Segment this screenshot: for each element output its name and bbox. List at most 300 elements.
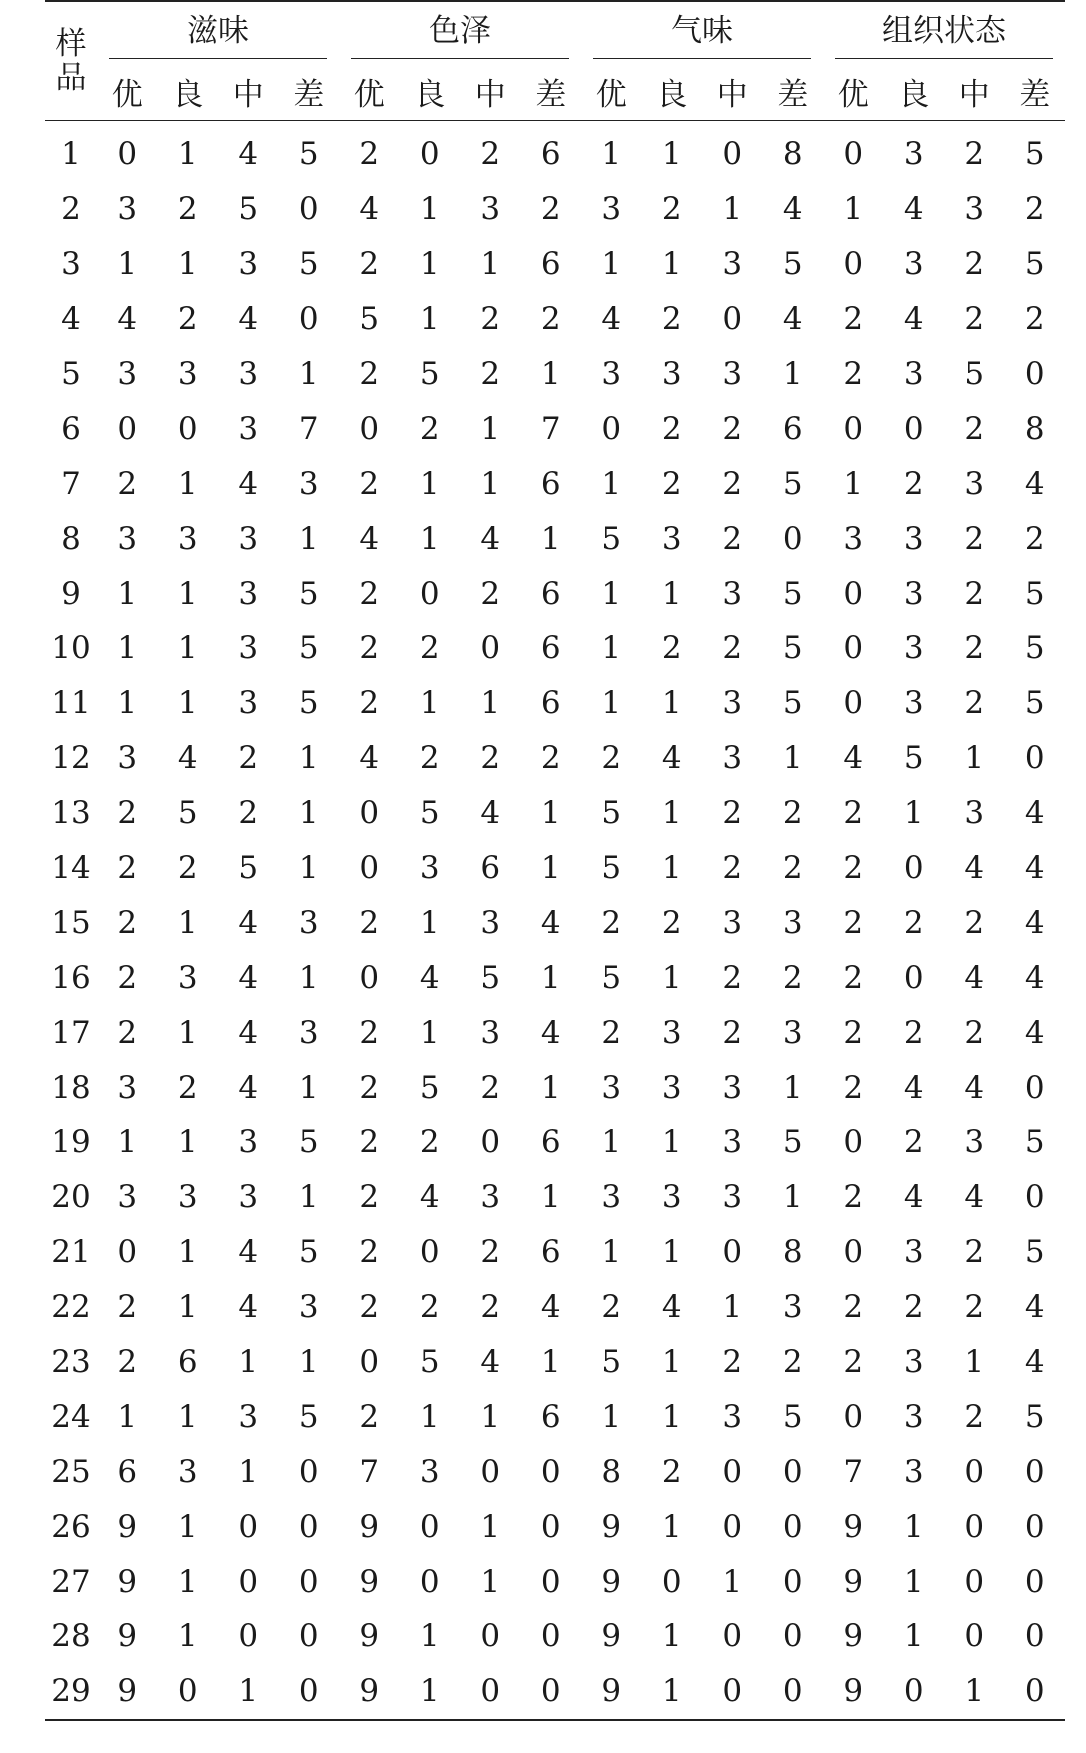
value-cell: 0 — [843, 1234, 864, 1271]
value-cell: 5 — [419, 1069, 440, 1106]
value-cell: 5 — [601, 850, 622, 887]
value-cell: 0 — [359, 959, 380, 996]
value-cell: 2 — [480, 136, 501, 173]
value-cell: 1 — [177, 1618, 198, 1655]
value-cell: 1 — [419, 301, 440, 338]
table-row — [45, 347, 1065, 402]
value-cell: 4 — [359, 740, 380, 777]
value-cell: 3 — [903, 520, 924, 557]
value-cell: 2 — [117, 1289, 138, 1326]
value-cell: 1 — [601, 630, 622, 667]
table-row — [45, 401, 1065, 456]
value-cell: 2 — [964, 301, 985, 338]
value-cell: 2 — [480, 356, 501, 392]
value-cell: 0 — [601, 410, 622, 447]
value-cell: 3 — [298, 1289, 319, 1326]
value-cell: 0 — [722, 1618, 743, 1655]
value-cell: 3 — [722, 740, 743, 777]
sample-id-cell: 12 — [51, 740, 91, 777]
value-cell: 0 — [540, 1453, 561, 1490]
value-cell: 1 — [601, 1398, 622, 1435]
value-cell: 1 — [661, 685, 682, 722]
value-cell: 2 — [843, 1289, 864, 1326]
value-cell: 3 — [903, 685, 924, 722]
value-cell: 3 — [722, 356, 743, 392]
group-header-label: 色泽 — [351, 5, 569, 59]
value-cell: 4 — [238, 1289, 259, 1326]
value-cell: 2 — [540, 301, 561, 338]
value-cell: 1 — [177, 685, 198, 722]
table-row — [45, 786, 1065, 841]
value-cell: 5 — [903, 740, 924, 777]
value-cell: 2 — [843, 795, 864, 832]
level-header: 优 — [581, 62, 642, 121]
value-cell: 0 — [843, 136, 864, 173]
value-cell: 2 — [843, 1014, 864, 1051]
value-cell: 0 — [480, 1124, 501, 1161]
value-cell: 0 — [964, 1618, 985, 1655]
value-cell: 4 — [964, 850, 985, 887]
value-cell: 2 — [722, 959, 743, 996]
value-cell: 2 — [782, 959, 803, 996]
value-cell: 1 — [540, 795, 561, 832]
table-row — [45, 1554, 1065, 1609]
value-cell: 2 — [722, 465, 743, 502]
value-cell: 6 — [540, 630, 561, 667]
sample-id-cell: 3 — [61, 246, 81, 283]
value-cell: 6 — [540, 685, 561, 722]
value-cell: 2 — [843, 904, 864, 941]
level-header: 优 — [823, 62, 884, 121]
value-cell: 0 — [298, 301, 319, 338]
value-cell: 6 — [540, 1124, 561, 1161]
sample-id-cell: 27 — [51, 1563, 91, 1600]
value-cell: 0 — [279, 1664, 340, 1720]
value-cell: 0 — [419, 1234, 440, 1271]
value-cell: 1 — [903, 795, 924, 832]
value-cell: 9 — [359, 1508, 380, 1545]
sample-id-cell: 7 — [61, 465, 81, 502]
value-cell: 1 — [419, 465, 440, 502]
value-cell: 3 — [843, 520, 864, 557]
value-cell: 4 — [903, 301, 924, 338]
value-cell: 0 — [521, 1664, 582, 1720]
value-cell: 2 — [722, 1014, 743, 1051]
value-cell: 2 — [359, 1398, 380, 1435]
value-cell: 2 — [843, 850, 864, 887]
value-cell: 1 — [661, 246, 682, 283]
value-cell: 5 — [1024, 630, 1045, 667]
group-header — [581, 1, 823, 62]
value-cell: 2 — [661, 191, 682, 228]
value-cell: 5 — [298, 575, 319, 612]
value-cell: 4 — [1024, 1344, 1045, 1381]
value-cell: 5 — [238, 191, 259, 228]
value-cell: 4 — [903, 191, 924, 228]
value-cell: 9 — [843, 1508, 864, 1545]
value-cell: 1 — [540, 959, 561, 996]
sample-id-cell: 28 — [51, 1618, 91, 1655]
value-cell: 3 — [903, 1234, 924, 1271]
value-cell: 4 — [238, 136, 259, 173]
value-cell: 0 — [964, 1508, 985, 1545]
level-header: 差 — [521, 62, 582, 121]
value-cell: 2 — [601, 740, 622, 777]
sample-id-cell: 13 — [51, 795, 91, 832]
value-cell: 2 — [601, 1014, 622, 1051]
value-cell: 1 — [298, 520, 319, 557]
value-cell: 2 — [238, 795, 259, 832]
value-cell: 0 — [782, 1508, 803, 1545]
value-cell: 0 — [419, 575, 440, 612]
value-cell: 0 — [722, 1508, 743, 1545]
value-cell: 0 — [884, 1664, 945, 1720]
sample-column-header: 样品 — [45, 1, 97, 121]
level-header: 中 — [460, 62, 521, 121]
value-cell: 2 — [843, 356, 864, 392]
value-cell: 5 — [298, 1398, 319, 1435]
value-cell: 1 — [419, 904, 440, 941]
value-cell: 0 — [298, 1618, 319, 1655]
value-cell: 1 — [177, 1398, 198, 1435]
value-cell: 1 — [540, 1179, 561, 1216]
sample-id-cell: 11 — [51, 685, 91, 722]
value-cell: 1 — [177, 246, 198, 283]
value-cell: 2 — [843, 301, 864, 338]
value-cell: 0 — [722, 136, 743, 173]
value-cell: 5 — [782, 465, 803, 502]
value-cell: 3 — [601, 1179, 622, 1216]
value-cell: 1 — [177, 904, 198, 941]
sample-id-cell: 22 — [51, 1289, 91, 1326]
value-cell: 4 — [419, 1179, 440, 1216]
value-cell: 3 — [661, 356, 682, 392]
sample-id-cell: 23 — [51, 1344, 91, 1381]
value-cell: 1 — [238, 1344, 259, 1381]
value-cell: 4 — [843, 740, 864, 777]
value-cell: 3 — [722, 1398, 743, 1435]
value-cell: 3 — [601, 191, 622, 228]
value-cell: 1 — [298, 795, 319, 832]
value-cell: 2 — [843, 959, 864, 996]
value-cell: 2 — [722, 630, 743, 667]
value-cell: 2 — [722, 520, 743, 557]
value-cell: 1 — [601, 1124, 622, 1161]
value-cell: 5 — [782, 1398, 803, 1435]
table-row — [45, 1115, 1065, 1170]
table-row — [45, 1499, 1065, 1554]
value-cell: 2 — [177, 850, 198, 887]
value-cell: 9 — [97, 1664, 158, 1720]
value-cell: 2 — [480, 1289, 501, 1326]
value-cell: 1 — [117, 575, 138, 612]
value-cell: 1 — [782, 1069, 803, 1106]
value-cell: 5 — [782, 246, 803, 283]
value-cell: 3 — [238, 410, 259, 447]
value-cell: 3 — [238, 1179, 259, 1216]
level-header: 中 — [944, 62, 1005, 121]
value-cell: 2 — [480, 1069, 501, 1106]
value-cell: 0 — [298, 1453, 319, 1490]
value-cell: 3 — [298, 465, 319, 502]
value-cell: 1 — [419, 685, 440, 722]
sample-id-cell: 2 — [61, 191, 81, 228]
value-cell: 2 — [722, 1344, 743, 1381]
sample-id-cell: 17 — [51, 1014, 91, 1051]
table-row — [45, 841, 1065, 896]
value-cell: 1 — [117, 1398, 138, 1435]
value-cell: 6 — [177, 1344, 198, 1381]
value-cell: 1 — [480, 246, 501, 283]
level-header: 良 — [884, 62, 945, 121]
sample-id-cell: 5 — [61, 356, 81, 392]
value-cell: 2 — [903, 904, 924, 941]
value-cell: 3 — [177, 356, 198, 392]
value-cell: 4 — [964, 959, 985, 996]
value-cell: 1 — [480, 685, 501, 722]
sample-id-cell: 20 — [51, 1179, 91, 1216]
value-cell: 2 — [359, 1014, 380, 1051]
value-cell: 5 — [298, 630, 319, 667]
value-cell: 0 — [419, 1508, 440, 1545]
value-cell: 3 — [722, 904, 743, 941]
value-cell: 1 — [661, 959, 682, 996]
sample-id-cell: 29 — [45, 1664, 97, 1720]
value-cell: 0 — [1024, 740, 1045, 777]
level-header: 优 — [339, 62, 400, 121]
value-cell: 1 — [298, 1179, 319, 1216]
table-row — [45, 676, 1065, 731]
value-cell: 0 — [117, 410, 138, 447]
value-cell: 5 — [601, 795, 622, 832]
value-cell: 9 — [601, 1563, 622, 1600]
value-cell: 1 — [601, 685, 622, 722]
value-cell: 0 — [903, 959, 924, 996]
value-cell: 3 — [238, 1398, 259, 1435]
value-cell: 3 — [117, 356, 138, 392]
value-cell: 4 — [782, 191, 803, 228]
value-cell: 4 — [964, 1069, 985, 1106]
value-cell: 4 — [903, 1069, 924, 1106]
value-cell: 5 — [601, 1344, 622, 1381]
value-cell: 0 — [480, 1453, 501, 1490]
value-cell: 5 — [1024, 685, 1045, 722]
value-cell: 2 — [540, 191, 561, 228]
value-cell: 1 — [298, 740, 319, 777]
value-cell: 0 — [782, 1453, 803, 1490]
value-cell: 1 — [238, 1453, 259, 1490]
value-cell: 2 — [359, 465, 380, 502]
value-cell: 3 — [177, 1179, 198, 1216]
value-cell: 3 — [964, 191, 985, 228]
value-cell: 3 — [722, 246, 743, 283]
value-cell: 1 — [782, 356, 803, 392]
table-body — [45, 121, 1065, 1720]
value-cell: 2 — [964, 685, 985, 722]
value-cell: 1 — [782, 740, 803, 777]
value-cell: 1 — [540, 1344, 561, 1381]
value-cell: 6 — [540, 1234, 561, 1271]
value-cell: 0 — [843, 1398, 864, 1435]
value-cell: 2 — [177, 301, 198, 338]
value-cell: 0 — [843, 630, 864, 667]
group-header-label: 气味 — [593, 5, 811, 59]
value-cell: 5 — [298, 1234, 319, 1271]
value-cell: 5 — [298, 136, 319, 173]
level-header: 优 — [97, 62, 158, 121]
value-cell: 4 — [238, 959, 259, 996]
value-cell: 2 — [359, 1179, 380, 1216]
sample-id-cell: 8 — [61, 520, 81, 557]
value-cell: 0 — [903, 850, 924, 887]
group-header-label: 组织状态 — [835, 5, 1053, 59]
value-cell: 1 — [601, 246, 622, 283]
value-cell: 0 — [540, 1508, 561, 1545]
value-cell: 2 — [601, 904, 622, 941]
value-cell: 3 — [722, 1069, 743, 1106]
value-cell: 3 — [964, 1124, 985, 1161]
level-header: 良 — [400, 62, 461, 121]
table-row — [45, 1170, 1065, 1225]
sample-id-cell: 19 — [51, 1124, 91, 1161]
value-cell: 8 — [601, 1453, 622, 1490]
table-header — [45, 1, 1065, 121]
value-cell: 4 — [117, 301, 138, 338]
table-row — [45, 731, 1065, 786]
value-cell: 4 — [480, 795, 501, 832]
value-cell: 5 — [601, 520, 622, 557]
value-cell: 4 — [238, 1234, 259, 1271]
value-cell: 4 — [1024, 795, 1045, 832]
value-cell: 2 — [661, 904, 682, 941]
value-cell: 5 — [1024, 136, 1045, 173]
value-cell: 0 — [782, 1563, 803, 1600]
value-cell: 2 — [964, 520, 985, 557]
value-cell: 0 — [722, 1234, 743, 1271]
value-cell: 3 — [661, 1014, 682, 1051]
value-cell: 2 — [964, 1398, 985, 1435]
value-cell: 1 — [480, 410, 501, 447]
value-cell: 2 — [843, 1344, 864, 1381]
value-cell: 3 — [238, 246, 259, 283]
value-cell: 1 — [903, 1508, 924, 1545]
value-cell: 2 — [419, 410, 440, 447]
value-cell: 2 — [903, 1014, 924, 1051]
value-cell: 4 — [1024, 904, 1045, 941]
value-cell: 2 — [359, 685, 380, 722]
value-cell: 5 — [782, 685, 803, 722]
value-cell: 2 — [359, 630, 380, 667]
value-cell: 3 — [903, 246, 924, 283]
value-cell: 2 — [782, 795, 803, 832]
value-cell: 2 — [117, 465, 138, 502]
value-cell: 2 — [661, 410, 682, 447]
value-cell: 5 — [601, 959, 622, 996]
value-cell: 0 — [158, 1664, 219, 1720]
value-cell: 2 — [480, 301, 501, 338]
value-cell: 9 — [601, 1508, 622, 1545]
value-cell: 9 — [117, 1563, 138, 1600]
value-cell: 2 — [117, 1344, 138, 1381]
value-cell: 1 — [661, 795, 682, 832]
value-cell: 1 — [540, 1069, 561, 1106]
value-cell: 8 — [1024, 410, 1045, 447]
value-cell: 3 — [601, 1069, 622, 1106]
value-cell: 1 — [117, 1124, 138, 1161]
value-cell: 3 — [298, 1014, 319, 1051]
value-cell: 5 — [177, 795, 198, 832]
value-cell: 9 — [843, 1618, 864, 1655]
value-cell: 1 — [722, 1289, 743, 1326]
value-cell: 1 — [400, 1664, 461, 1720]
level-header: 差 — [763, 62, 824, 121]
value-cell: 2 — [722, 795, 743, 832]
table-row — [45, 511, 1065, 566]
group-header — [339, 1, 581, 62]
value-cell: 9 — [117, 1618, 138, 1655]
value-cell: 1 — [540, 356, 561, 392]
level-header: 差 — [1005, 62, 1066, 121]
sensory-evaluation-table — [45, 0, 1065, 1721]
value-cell: 1 — [298, 356, 319, 392]
value-cell: 1 — [661, 1344, 682, 1381]
value-cell: 0 — [782, 520, 803, 557]
table-row — [45, 621, 1065, 676]
value-cell: 3 — [117, 740, 138, 777]
value-cell: 2 — [843, 1069, 864, 1106]
value-cell: 1 — [601, 575, 622, 612]
value-cell: 0 — [460, 1664, 521, 1720]
value-cell: 2 — [177, 191, 198, 228]
value-cell: 2 — [1024, 520, 1045, 557]
value-cell: 7 — [359, 1453, 380, 1490]
value-cell: 1 — [903, 1618, 924, 1655]
value-cell: 1 — [298, 850, 319, 887]
value-cell: 2 — [117, 959, 138, 996]
value-cell: 3 — [480, 904, 501, 941]
value-cell: 0 — [843, 410, 864, 447]
value-cell: 1 — [480, 465, 501, 502]
value-cell: 2 — [359, 1289, 380, 1326]
value-cell: 3 — [238, 630, 259, 667]
value-cell: 6 — [117, 1453, 138, 1490]
table-row — [45, 566, 1065, 621]
table-row — [45, 237, 1065, 292]
value-cell: 3 — [117, 1069, 138, 1106]
value-cell: 2 — [903, 465, 924, 502]
value-cell: 5 — [782, 1124, 803, 1161]
value-cell: 3 — [903, 575, 924, 612]
value-cell: 0 — [540, 1618, 561, 1655]
value-cell: 4 — [177, 740, 198, 777]
value-cell: 4 — [661, 1289, 682, 1326]
value-cell: 5 — [1024, 1398, 1045, 1435]
value-cell: 9 — [339, 1664, 400, 1720]
group-header — [823, 1, 1065, 62]
value-cell: 3 — [117, 1179, 138, 1216]
value-cell: 0 — [359, 1344, 380, 1381]
value-cell: 0 — [1024, 1563, 1045, 1600]
value-cell: 2 — [359, 1234, 380, 1271]
sample-id-cell: 4 — [61, 301, 81, 338]
value-cell: 4 — [419, 959, 440, 996]
value-cell: 2 — [117, 850, 138, 887]
value-cell: 0 — [480, 1618, 501, 1655]
value-cell: 1 — [480, 1398, 501, 1435]
value-cell: 1 — [601, 1234, 622, 1271]
value-cell: 5 — [782, 630, 803, 667]
value-cell: 6 — [540, 246, 561, 283]
